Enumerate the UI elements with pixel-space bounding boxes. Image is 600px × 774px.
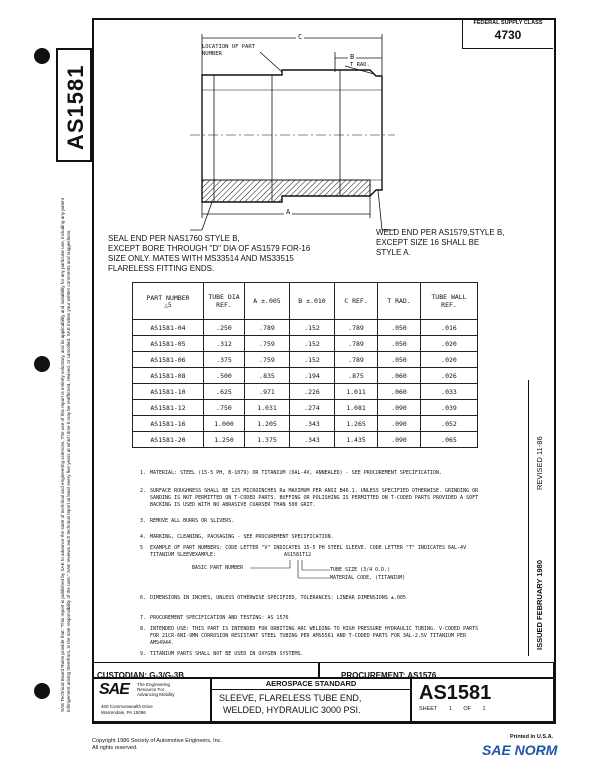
dim-a-label: A <box>286 208 291 216</box>
side-doc-id-box <box>56 48 92 162</box>
example-label: EXAMPLE: <box>192 552 217 558</box>
table-cell: .065 <box>421 432 478 448</box>
table-cell: AS1581-04 <box>133 320 204 336</box>
table-cell: .789 <box>335 320 378 336</box>
sae-logo: SAE <box>99 681 129 698</box>
note-text: EXAMPLE OF PART NUMBERS: CODE LETTER "V" INDICATES 15-5 PH STEEL SLEEVE. CODE LETTER "T" INDICATES 6AL-4V TITANIUM SLEEVE <box>150 545 467 558</box>
table-cell: .090 <box>378 416 421 432</box>
table-cell: .343 <box>290 432 335 448</box>
table-cell: .750 <box>204 400 245 416</box>
side-notice: SAE Technical Board Rules provide that: "This report is published by SAE to advance the state of technical and engineering sciences. The use of this report is entirely voluntary, and its applicability and suitability for any particular use, including any patent infringement arising therefrom, is the sole responsibility of the user." SAE reviews each technical report at least every five years at which time it may be reaffirmed, revised, or cancelled. SAE invites your written comments and suggestions. <box>60 197 71 712</box>
table-cell: .020 <box>421 336 478 352</box>
federal-supply-class-box <box>462 18 553 49</box>
col-part-number: PART NUMBER △5 <box>133 283 204 320</box>
col-b: B ±.010 <box>290 283 335 320</box>
punch-hole <box>34 48 50 64</box>
col-t: T RAD. <box>378 283 421 320</box>
table-cell: .250 <box>204 320 245 336</box>
table-cell: .759 <box>245 352 290 368</box>
table-cell: .500 <box>204 368 245 384</box>
table-cell: .789 <box>335 352 378 368</box>
copyright: Copyright 1986 Society of Automotive Engineers, Inc. All rights reserved. <box>92 738 222 751</box>
location-label: LOCATION OF PART NUMBER <box>202 44 255 57</box>
table-cell: .789 <box>245 320 290 336</box>
table-row <box>133 352 478 368</box>
title-line-1: SLEEVE, FLARELESS TUBE END, <box>219 693 362 703</box>
punch-hole <box>34 683 50 699</box>
note-text: INTENDED USE: THIS PART IS INTENDED FOR ORBITING ARC WELDING TO HIGH PRESSURE HYDRAULIC TUBING. V-CODED PARTS FOR 21CR-6NI-9MN CORROSION RESISTANT STEEL TUBING PER AMS5561 AND T-CODED PARTS FOR 3AL-2.5V TITANIUM PER AMS4944. <box>150 626 479 646</box>
note-text: MATERIAL: STEEL (15-5 PH, B-1079) OR TITANIUM (6AL-4V, ANNEALED) - SEE PROCUREMENT SPECIFICATION. <box>150 470 442 476</box>
example-part: AS1581T12 <box>284 552 312 558</box>
table-cell: AS1581-10 <box>133 384 204 400</box>
sae-address: 400 Commonwealth Drive Warrendale, PA 15096 <box>101 704 153 715</box>
table-cell: AS1581-05 <box>133 336 204 352</box>
note-flag-triangle: △5 <box>164 301 172 309</box>
table-cell: .060 <box>378 368 421 384</box>
punch-hole <box>34 356 50 372</box>
sheet-info: SHEET 1 OF 1 <box>419 706 486 712</box>
note-text: REMOVE ALL BURRS OR SLIVERS. <box>150 518 235 524</box>
table-cell: .226 <box>290 384 335 400</box>
note-text: TITANIUM PARTS SHALL NOT BE USED IN OXYGEN SYSTEMS. <box>150 651 304 657</box>
note-item <box>140 488 480 509</box>
revised-date: REVISED 11-86 <box>535 436 544 490</box>
issued-date: ISSUED FEBRUARY 1980 <box>535 559 544 650</box>
section-hatch <box>202 180 370 202</box>
table-cell: .090 <box>378 432 421 448</box>
table-header-row <box>133 283 478 320</box>
note-item <box>140 595 480 602</box>
note-text: SURFACE ROUGHNESS SHALL BE 125 MICROINCHES Ra MAXIMUM PER ANSI B46.1. UNLESS SPECIFIED OTHERWISE. GRINDING OR SANDING IS NOT PERMITTED ON T-CODED PARTS. BUFFING OR POLISHING IS PERMITTED ON T-CODED PARTS PROVIDED A SOFT BACKING IS USED WITH NO ABRASIVE COARSER THAN 500 GRIT. <box>150 488 479 508</box>
table-cell: 1.031 <box>245 400 290 416</box>
col-a: A ±.005 <box>245 283 290 320</box>
table-cell: AS1581-20 <box>133 432 204 448</box>
sae-tagline: The Engineering Resource For Advancing Mobility <box>137 682 175 697</box>
table-row <box>133 368 478 384</box>
col-tube-wall: TUBE WALL REF. <box>421 283 478 320</box>
weld-end-note: WELD END PER AS1579,STYLE B, EXCEPT SIZE 16 SHALL BE STYLE A. <box>376 228 505 257</box>
number-block <box>410 678 554 722</box>
custodian-box <box>92 662 320 678</box>
note-number: 7. <box>140 615 147 621</box>
table-cell: .194 <box>290 368 335 384</box>
table-cell: .625 <box>204 384 245 400</box>
dim-c-label: C <box>298 33 303 41</box>
col-c: C REF. <box>335 283 378 320</box>
col-tube-dia: TUBE DIA REF. <box>204 283 245 320</box>
table-cell: .312 <box>204 336 245 352</box>
table-cell: .052 <box>421 416 478 432</box>
watermark-logo: SAE NORM <box>482 742 558 758</box>
table-cell: AS1581-16 <box>133 416 204 432</box>
table-cell: .274 <box>290 400 335 416</box>
table-cell: .090 <box>378 400 421 416</box>
table-row <box>133 416 478 432</box>
table-cell: AS1581-12 <box>133 400 204 416</box>
example-basic: BASIC PART NUMBER <box>192 565 244 571</box>
table-row <box>133 320 478 336</box>
table-cell: .152 <box>290 320 335 336</box>
table-cell: .060 <box>378 384 421 400</box>
table-cell: 1.000 <box>204 416 245 432</box>
table-cell: .020 <box>421 352 478 368</box>
procurement-box <box>318 662 554 678</box>
table-cell: 1.435 <box>335 432 378 448</box>
note-number: 5 <box>140 545 144 551</box>
table-row <box>133 432 478 448</box>
note-number: 2. <box>140 488 147 494</box>
title-block <box>210 678 412 722</box>
table-cell: .039 <box>421 400 478 416</box>
printed-in: Printed in U.S.A. <box>510 734 554 740</box>
dim-b-label: B <box>350 53 355 61</box>
note-item <box>140 518 480 525</box>
dates-divider <box>528 380 529 656</box>
side-doc-id: AS1581 <box>63 64 88 150</box>
note-number: 6. <box>140 595 147 601</box>
table-cell: 1.375 <box>245 432 290 448</box>
table-cell: .375 <box>204 352 245 368</box>
table-row <box>133 336 478 352</box>
standard-type: AEROSPACE STANDARD <box>211 679 411 690</box>
fsc-value: 4730 <box>494 28 522 42</box>
table-cell: .759 <box>245 336 290 352</box>
note-item <box>140 615 480 622</box>
table-cell: .152 <box>290 336 335 352</box>
procurement: PROCUREMENT: AS1576 <box>341 671 437 680</box>
table-cell: .026 <box>421 368 478 384</box>
note-item <box>140 651 480 658</box>
note-number: 8. <box>140 626 147 632</box>
table-cell: .835 <box>245 368 290 384</box>
table-cell: .050 <box>378 336 421 352</box>
title-line-2: WELDED, HYDRAULIC 3000 PSI. <box>223 705 361 715</box>
fsc-label: FEDERAL SUPPLY CLASS <box>473 20 543 26</box>
note-item <box>140 470 480 477</box>
seal-end-note: SEAL END PER NAS1760 STYLE B, EXCEPT BORE THROUGH "D" DIA OF AS1579 FOR-16 SIZE ONLY. MATES WITH MS33514 AND MS33515 FLARELESS FITTING ENDS. <box>108 234 311 273</box>
table-cell: 1.250 <box>204 432 245 448</box>
table-cell: .033 <box>421 384 478 400</box>
table-cell: .016 <box>421 320 478 336</box>
example-tube-size: TUBE SIZE (3/4 O.D.) <box>330 567 391 573</box>
note-number: 9. <box>140 651 147 657</box>
table-cell: AS1581-06 <box>133 352 204 368</box>
note-number: 3. <box>140 518 147 524</box>
example-material: MATERIAL CODE, (TITANIUM) <box>330 575 406 581</box>
note-text: DIMENSIONS IN INCHES, UNLESS OTHERWISE SPECIFIED, TOLERANCES: LINEAR DIMENSIONS ±.005 <box>150 595 406 601</box>
table-cell: 1.011 <box>335 384 378 400</box>
table-cell: 1.265 <box>335 416 378 432</box>
note-number: 1. <box>140 470 147 476</box>
table-cell: .050 <box>378 352 421 368</box>
table-cell: .343 <box>290 416 335 432</box>
table-row <box>133 400 478 416</box>
custodian: CUSTODIAN: G-3/G-3B <box>97 671 184 680</box>
table-cell: .050 <box>378 320 421 336</box>
table-row <box>133 384 478 400</box>
table-cell: 1.205 <box>245 416 290 432</box>
note-text: MARKING, CLEANING, PACKAGING - SEE PROCUREMENT SPECIFICATION. <box>150 534 334 540</box>
table-cell: .789 <box>335 336 378 352</box>
table-cell: 1.081 <box>335 400 378 416</box>
parts-table <box>132 282 478 448</box>
sae-block <box>92 678 212 722</box>
table-cell: AS1581-08 <box>133 368 204 384</box>
note-item <box>140 534 480 541</box>
t-rad-label: T RAD. <box>350 62 370 68</box>
note-text: PROCUREMENT SPECIFICATION AND TESTING: AS 1576 <box>150 615 289 621</box>
table-cell: .152 <box>290 352 335 368</box>
note-item <box>140 626 480 647</box>
table-cell: .971 <box>245 384 290 400</box>
example-leaders <box>250 558 340 582</box>
note-number: 4. <box>140 534 147 540</box>
doc-number: AS1581 <box>419 682 492 704</box>
table-cell: .875 <box>335 368 378 384</box>
